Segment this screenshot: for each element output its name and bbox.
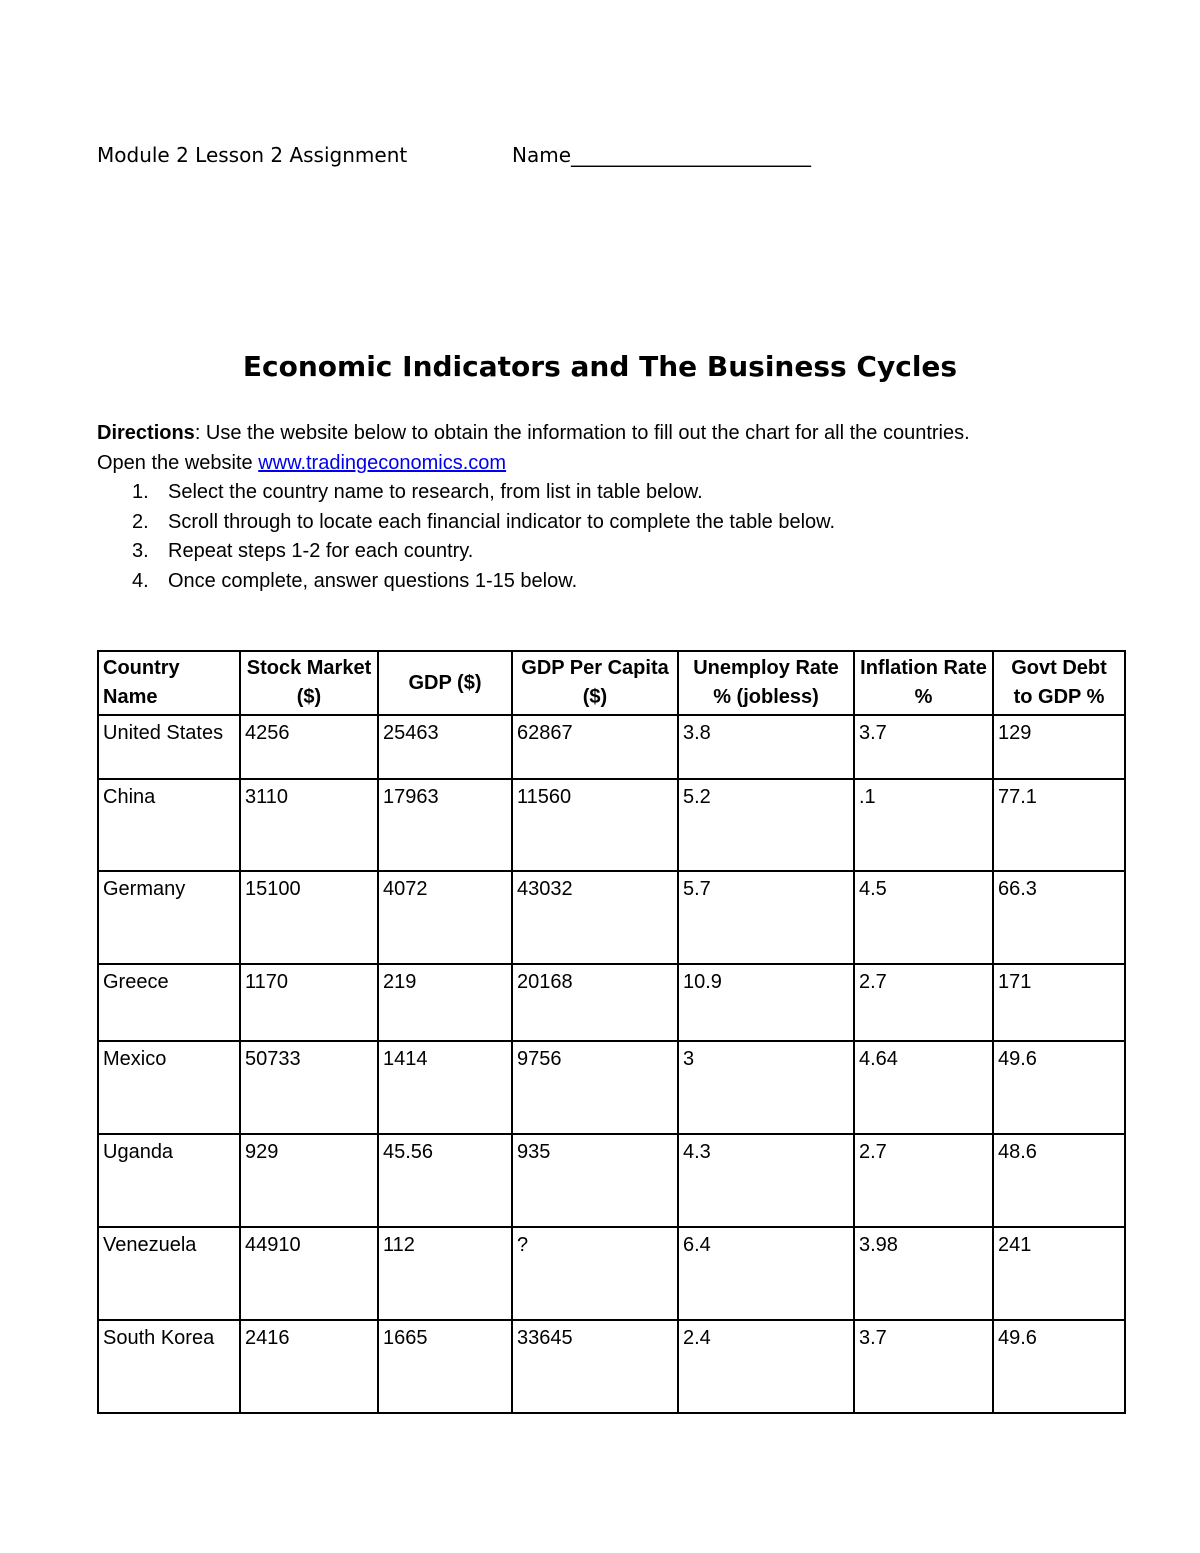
table-cell: 77.1 xyxy=(993,779,1125,871)
table-row xyxy=(98,1227,1125,1320)
table-cell: 2416 xyxy=(240,1320,378,1413)
list-item xyxy=(97,537,1107,567)
directions-paragraph xyxy=(97,418,1107,448)
table-cell: 5.7 xyxy=(678,871,854,964)
table-cell: 15100 xyxy=(240,871,378,964)
directions-label: Directions xyxy=(97,422,195,444)
table-cell: 241 xyxy=(993,1227,1125,1320)
table-cell: 4.64 xyxy=(854,1041,993,1134)
table-cell: 11560 xyxy=(512,779,678,871)
indicators-table xyxy=(97,650,1126,1414)
table-cell: Uganda xyxy=(98,1134,240,1227)
table-row xyxy=(98,779,1125,871)
table-cell: 929 xyxy=(240,1134,378,1227)
steps-list xyxy=(97,478,1107,596)
document-header xyxy=(97,143,812,167)
assignment-title: Module 2 Lesson 2 Assignment xyxy=(97,143,408,167)
table-cell: 4.3 xyxy=(678,1134,854,1227)
list-item xyxy=(97,508,1107,538)
table-cell: 10.9 xyxy=(678,964,854,1041)
table-cell: ? xyxy=(512,1227,678,1320)
step-number: 3. xyxy=(132,540,149,562)
list-item xyxy=(97,567,1107,597)
table-cell: .1 xyxy=(854,779,993,871)
directions-text: Use the website below to obtain the information to fill out the chart for all the countries. xyxy=(200,422,970,444)
column-header: Inflation Rate % xyxy=(854,651,993,715)
column-header: GDP Per Capita ($) xyxy=(512,651,678,715)
column-header: Country Name xyxy=(98,651,240,715)
column-header: GDP ($) xyxy=(378,651,512,715)
table-cell: 4072 xyxy=(378,871,512,964)
directions-colon: : xyxy=(194,422,201,444)
table-cell: 4.5 xyxy=(854,871,993,964)
table-cell: 50733 xyxy=(240,1041,378,1134)
website-link[interactable]: www.tradingeconomics.com xyxy=(258,452,507,474)
table-cell: Greece xyxy=(98,964,240,1041)
table-cell: 43032 xyxy=(512,871,678,964)
table-cell: 2.7 xyxy=(854,964,993,1041)
table-cell: 33645 xyxy=(512,1320,678,1413)
table-cell: 935 xyxy=(512,1134,678,1227)
table-cell: 171 xyxy=(993,964,1125,1041)
table-cell: 25463 xyxy=(378,715,512,779)
table-cell: 62867 xyxy=(512,715,678,779)
table-row xyxy=(98,871,1125,964)
table-cell: Venezuela xyxy=(98,1227,240,1320)
table-cell: 3.8 xyxy=(678,715,854,779)
column-header: Unemploy Rate % (jobless) xyxy=(678,651,854,715)
table-row xyxy=(98,715,1125,779)
step-text: Once complete, answer questions 1-15 below. xyxy=(168,569,578,592)
table-cell: 3.7 xyxy=(854,715,993,779)
step-text: Scroll through to locate each financial indicator to complete the table below. xyxy=(168,510,836,533)
table-cell: 3.98 xyxy=(854,1227,993,1320)
table-cell: 44910 xyxy=(240,1227,378,1320)
table-cell: 4256 xyxy=(240,715,378,779)
table-cell: 2.7 xyxy=(854,1134,993,1227)
table-cell: 9756 xyxy=(512,1041,678,1134)
table-cell: 49.6 xyxy=(993,1041,1125,1134)
step-number: 4. xyxy=(132,569,149,592)
table-cell: 3.7 xyxy=(854,1320,993,1413)
website-prefix: Open the website xyxy=(97,452,259,474)
table-cell: 48.6 xyxy=(993,1134,1125,1227)
table-cell: 112 xyxy=(378,1227,512,1320)
table-row xyxy=(98,1041,1125,1134)
table-row xyxy=(98,964,1125,1041)
table-cell: 219 xyxy=(378,964,512,1041)
table-cell: 17963 xyxy=(378,779,512,871)
table-cell: 1414 xyxy=(378,1041,512,1134)
table-cell: 45.56 xyxy=(378,1134,512,1227)
table-cell: 129 xyxy=(993,715,1125,779)
step-text: Select the country name to research, from list in table below. xyxy=(168,481,703,503)
step-text: Repeat steps 1-2 for each country. xyxy=(168,540,474,562)
step-number: 2. xyxy=(132,510,149,533)
column-header: Govt Debt to GDP % xyxy=(993,651,1125,715)
directions-section xyxy=(97,418,1107,596)
table-cell: 3 xyxy=(678,1041,854,1134)
table-cell: 20168 xyxy=(512,964,678,1041)
table-cell: United States xyxy=(98,715,240,779)
table-cell: Germany xyxy=(98,871,240,964)
column-header: Stock Market ($) xyxy=(240,651,378,715)
table-cell: 66.3 xyxy=(993,871,1125,964)
table-cell: 5.2 xyxy=(678,779,854,871)
table-cell: 6.4 xyxy=(678,1227,854,1320)
table-cell: China xyxy=(98,779,240,871)
table-cell: 1665 xyxy=(378,1320,512,1413)
name-field: Name________________________ xyxy=(512,143,812,167)
table-cell: Mexico xyxy=(98,1041,240,1134)
table-cell: 1170 xyxy=(240,964,378,1041)
table-row xyxy=(98,1320,1125,1413)
table-cell: South Korea xyxy=(98,1320,240,1413)
table-row xyxy=(98,1134,1125,1227)
table-header-row xyxy=(98,651,1125,715)
website-line xyxy=(97,448,1107,478)
step-number: 1. xyxy=(132,481,149,503)
table-cell: 2.4 xyxy=(678,1320,854,1413)
table-cell: 3110 xyxy=(240,779,378,871)
list-item xyxy=(97,478,1107,508)
table-cell: 49.6 xyxy=(993,1320,1125,1413)
page-title: Economic Indicators and The Business Cycles xyxy=(242,350,958,383)
